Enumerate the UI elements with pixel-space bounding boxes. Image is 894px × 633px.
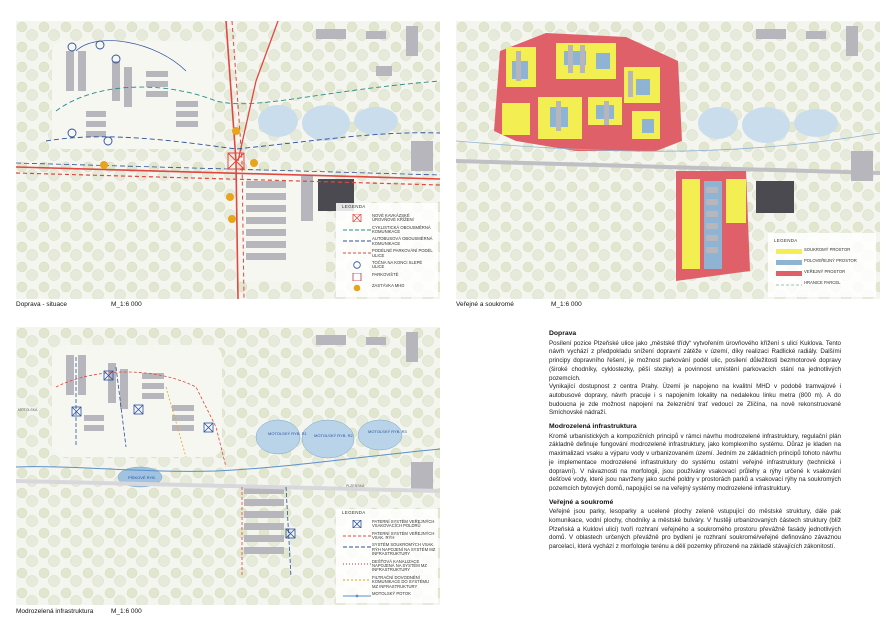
pond-r3-label: MOTOLSKÝ RYB. R3 <box>368 429 407 434</box>
bus-line-icon <box>342 237 372 245</box>
legend-row: VEŘEJNÝ PROSTOR <box>774 270 874 278</box>
legend-row: DEŠŤOVÁ KANALIZACE NAPOJENÁ NA SYSTÉM MZ INFRASTRUKTURY <box>342 560 436 573</box>
turnaround-icon <box>342 261 372 269</box>
legend-row: AUTOBUSOVÁ OBOUSMĚRNÁ KOMUNIKACE <box>342 237 434 246</box>
legend-row: PATERNÍ SYSTÉM VEŘEJNÝCH VSAKOVACÍCH POLDRŮ <box>342 520 436 529</box>
legend-title: LEGENDA <box>342 510 366 515</box>
legend-row: CYKLISTICKÁ OBOUSMĚRNÁ KOMUNIKACE <box>342 226 434 235</box>
bus-stop-icon <box>342 284 372 292</box>
legend-row: NOVÉ KAVKÁZSKÉ ÚROVŇOVÉ KŘÍŽENÍ <box>342 214 434 223</box>
mz-paragraph: Kromě urbanistických a kompozičních principů v rámci návrhu modrozelené infrastruktury, regulační plán základně definuje fungování modrozelené infrastruktury, jako komplexního systému. Důraz je kladen na maximalizaci vsaku a výparu vody v urbanizovaném území. Jedním ze základních principů tohoto návrhu je implementace modrozelené infrastruktury do systému ostatní veřejné infrastruktury (technické i dopravní). V návaznosti na morfologii, jsou používány vsakovací průlehy a rýhy určené k vsakování dešťové vody, které jsou navrženy jako suché poldry v prostorách parků a vsakovací rýhy na soukromých pozemcích bytových domů, napojující se na veřejný systémy modrozelené infrastruktury. <box>549 432 841 492</box>
parcel-line-icon <box>774 281 804 289</box>
legend-title: LEGENDA <box>774 238 798 243</box>
caption-scale: M_1:6 000 <box>551 301 582 308</box>
caption-scale: M_1:6 000 <box>111 608 142 615</box>
verejne-map <box>456 21 880 299</box>
street-label: PLZEŇSKÁ <box>346 484 365 488</box>
pond-r4-label: PÍSKOVÉ RYB. <box>128 475 156 480</box>
brook-icon <box>342 592 372 600</box>
cycle-line-icon <box>342 226 372 234</box>
legend-row: SOUKROMÝ PROSTOR <box>774 248 874 256</box>
legend-row: TOČNA NA KONCI SLEPÉ ULICE <box>342 261 434 270</box>
vs-heading: Veřejné a soukromé <box>549 498 614 506</box>
legend-row: MOTOLSKÝ POTOK <box>342 592 436 600</box>
parking-icon <box>342 273 372 281</box>
doprava-map <box>16 21 440 299</box>
side-street-label: MOTOLSKÁ <box>18 408 38 412</box>
pond-r1-label: MOTOLSKÝ RYB. R1 <box>268 431 307 436</box>
mz-heading: Modrozelená infrastruktura <box>549 423 637 431</box>
legend-row: PARKOVIŠTĚ <box>342 273 434 281</box>
verejne-caption <box>456 301 582 308</box>
doprava-paragraph-2: Vynikající dostupnost z centra Prahy. Území je napojeno na kvalitní MHD v podobě tramvajové i autobusové dopravy, návrh pracuje i s napojením lokality na nedalekou linku metra (800 m). A do budoucna je zde možnost napojení na železniční trať vedoucí ze Zličína, na nově rekonstruované Smíchovské nádraží. <box>549 383 841 417</box>
doprava-legend <box>342 205 434 295</box>
description-text <box>549 330 841 552</box>
legend-title: LEGENDA <box>342 204 366 209</box>
parking-line-icon <box>342 249 372 257</box>
modrozelena-legend <box>342 511 436 603</box>
vs-paragraph: Veřejné jsou parky, lesoparky a ucelené plochy zeleně vstupující do městské struktury, dále pak komunikace, vodní plochy, chodníky a městské bulváry. V hustěji urbanizovaných částech struktury (blíž Plzeňská a Kuklovi ulici) tvoří rozhraní veřejného a soukromého prostoru převážně fasády jednotlivých domů. V oblastech určených převážně pro bydlení je rozhraní soukromé/veřejné definováno závaznou parcelací, která vychází z morfologie terénu a dělí pozemky přirozeně na základě stávajících zákonitostí. <box>549 508 841 551</box>
modrozelena-map <box>16 327 440 605</box>
public-swatch-icon <box>774 270 804 278</box>
caption-scale: M_1:6 000 <box>111 301 142 308</box>
sewer-icon <box>342 560 372 568</box>
doprava-caption <box>16 301 142 308</box>
legend-row: PATERNÍ SYSTÉM VEŘEJNÝCH VSAK. RÝH <box>342 532 436 541</box>
caption-title: Doprava - situace <box>16 301 67 308</box>
crossing-icon <box>342 214 372 222</box>
legend-row: ZASTÁVKA MHD <box>342 284 434 292</box>
semipublic-swatch-icon <box>774 259 804 267</box>
caption-title: Veřejné a soukromé <box>456 301 514 308</box>
legend-row: PODÉLNÉ PARKOVÁNÍ PODÉL ULICE <box>342 249 434 258</box>
legend-row: POLOVEŘEJNÝ PROSTOR <box>774 259 874 267</box>
pond-r2-label: MOTOLSKÝ RYB. R2 <box>314 433 353 438</box>
private-trench-icon <box>342 543 372 551</box>
public-trench-icon <box>342 532 372 540</box>
legend-row: HRANICE PARCEL <box>774 281 874 289</box>
verejne-legend <box>774 239 874 292</box>
legend-row: FILTRAČNÍ DOVODNĚNÍ KOMUNIKACE DO SYSTÉMU MZ INFRASTRUKTURY <box>342 576 436 589</box>
modrozelena-caption <box>16 608 142 615</box>
caption-title: Modrozelená infrastruktura <box>16 608 94 615</box>
private-swatch-icon <box>774 248 804 256</box>
doprava-heading: Doprava <box>549 330 577 337</box>
poldr-icon <box>342 520 372 528</box>
filter-icon <box>342 576 372 584</box>
legend-row: SYSTÉM SOUKROMÝCH VSAK. RÝH NAPOJENÍ NA SYSTÉM MZ INFRASTRUKTURY <box>342 543 436 556</box>
doprava-paragraph-1: Posílení pozice Plzeňské ulice jako „městské třídy“ vytvořením úrovňového křížení s ulicí Kuklova. Tento návrh vychází z předpokladu snížení dopravní zátěže v území, díky realizaci Radlické radiály. Dalšími principy dopravního řešení, je možnost parkování podél ulic, posílení důležitosti bezmotorové dopravy (široké chodníky, cyklostezky, pěší stezky) a povinnost umístění parkovacích stání na jednotlivých pozemcích. <box>549 339 841 382</box>
